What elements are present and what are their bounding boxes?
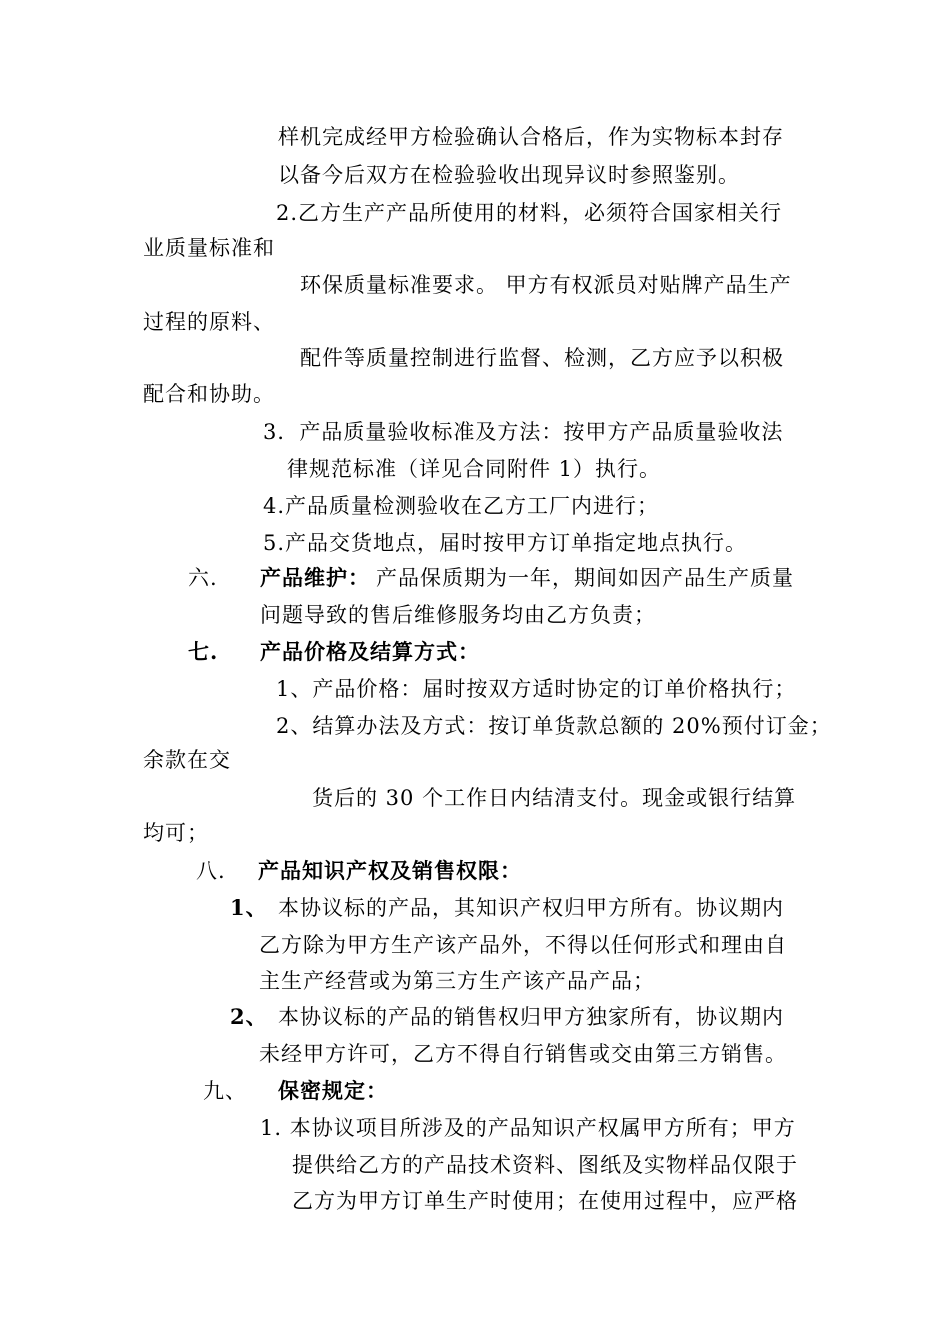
paragraph-line: 以备今后双方在检验验收出现异议时参照鉴别。 [278, 163, 740, 187]
list-item-line: 均可； [143, 821, 209, 845]
list-item-line: 乙方为甲方订单生产时使用；在使用过程中，应严格 [292, 1189, 798, 1213]
list-item-line: 2.乙方生产产品所使用的材料，必须符合国家相关行 [276, 201, 783, 225]
list-item-line: 1、产品价格：届时按双方适时协定的订单价格执行； [276, 677, 797, 701]
section-heading: 产品价格及结算方式： [260, 639, 480, 664]
list-item-line: 余款在交 [143, 748, 231, 772]
list-item-line: 律规范标准（详见合同附件 1）执行。 [287, 457, 662, 481]
list-item-line: 1. 本协议项目所涉及的产品知识产权属甲方所有；甲方 [260, 1116, 796, 1140]
section-number: 六. [188, 566, 218, 590]
section-heading: 保密规定： [278, 1078, 388, 1103]
list-item-line: 环保质量标准要求。 甲方有权派员对贴牌产品生产 [300, 273, 792, 297]
section-heading: 产品维护： [260, 565, 370, 590]
list-item-line: 过程的原料、 [143, 310, 275, 334]
list-item-number: 2、 [230, 1004, 268, 1029]
paragraph-line: 产品保质期为一年，期间如因产品生产质量 [376, 566, 794, 590]
list-item-line: 未经甲方许可，乙方不得自行销售或交由第三方销售。 [259, 1042, 787, 1066]
list-item-line: 3．产品质量验收标准及方法：按甲方产品质量验收法 [263, 420, 784, 444]
paragraph-line: 问题导致的售后维修服务均由乙方负责； [260, 603, 656, 627]
list-item-line: 主生产经营或为第三方生产该产品产品； [259, 969, 655, 993]
list-item-line: 本协议标的产品的销售权归甲方独家所有，协议期内 [278, 1005, 784, 1029]
list-item-line: 业质量标准和 [143, 236, 275, 260]
section-number: 八. [196, 859, 226, 883]
list-item-line: 提供给乙方的产品技术资料、图纸及实物样品仅限于 [292, 1153, 798, 1177]
section-number: 七. [188, 639, 219, 664]
list-item-line: 货后的 30 个工作日内结清支付。现金或银行结算 [312, 786, 797, 810]
list-item-line: 乙方除为甲方生产该产品外，不得以任何形式和理由自 [259, 933, 787, 957]
list-item-line: 配合和协助。 [143, 382, 275, 406]
list-item-line: 配件等质量控制进行监督、检测，乙方应予以积极 [300, 346, 784, 370]
section-heading: 产品知识产权及销售权限： [258, 858, 522, 883]
section-number: 九、 [203, 1079, 247, 1103]
list-item-number: 1、 [230, 895, 268, 920]
list-item-line: 5.产品交货地点，届时按甲方订单指定地点执行。 [263, 531, 748, 555]
list-item-line: 4.产品质量检测验收在乙方工厂内进行； [263, 494, 660, 518]
list-item-line: 2、结算办法及方式：按订单货款总额的 20%预付订金； [276, 714, 832, 738]
list-item-line: 本协议标的产品，其知识产权归甲方所有。协议期内 [278, 896, 784, 920]
paragraph-line: 样机完成经甲方检验确认合格后，作为实物标本封存 [278, 125, 784, 149]
